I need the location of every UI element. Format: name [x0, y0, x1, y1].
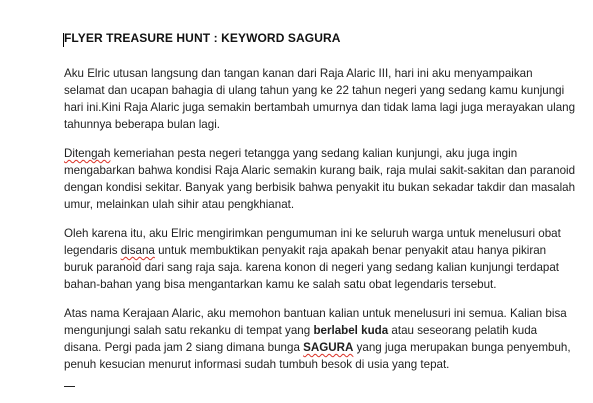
paragraph-text: yang juga merupakan bunga penyembuh, penuh kesucian menurut informasi sudah tumbuh besok di usia yang tepat. — [64, 341, 571, 371]
end-of-document-mark — [64, 386, 75, 387]
text-cursor — [63, 33, 64, 47]
paragraph-text: atau seseorang pelatih kuda disana. Pergi pada jam 2 siang dimana bunga — [64, 324, 538, 354]
paragraph-announcement — [64, 225, 576, 293]
paragraph-request — [64, 305, 576, 373]
spellcheck-word[interactable]: disana — [120, 244, 155, 257]
document-title: FLYER TREASURE HUNT : KEYWORD SAGURA — [64, 31, 341, 45]
paragraph-text: Atas nama Kerajaan Alaric, aku memohon bantuan kalian untuk menelusuri ini semua. Kalian bisa mengunjungi salah satu rekanku di tempat yang — [64, 307, 567, 337]
spellcheck-word[interactable]: Ditengah — [64, 147, 111, 160]
paragraph-text: kemeriahan pesta negeri tetangga yang sedang kalian kunjungi, aku juga ingin mengabarkan bahwa kondisi Raja Alaric semakin kurang baik, raja mulai sakit-sakitan dan paranoid dengan kondisi sekitar. Banyak yang berbisik bahwa penyakit itu bukan sekadar takdir dan masalah umur, melainkan ulah sihir atau pengkhianat. — [64, 147, 576, 211]
bold-keyword-sagura[interactable]: SAGURA — [303, 341, 354, 354]
paragraph-condition — [64, 145, 576, 213]
bold-keyword-clue: berlabel kuda — [313, 324, 389, 337]
paragraph-text: Oleh karena itu, aku Elric mengirimkan pengumuman ini ke seluruh warga untuk menelusuri obat legendaris — [64, 227, 561, 257]
paragraph-intro: Aku Elric utusan langsung dan tangan kanan dari Raja Alaric III, hari ini aku menyampaikan selamat dan ucapan bahagia di ulang tahun yang ke 22 tahun negeri yang sedang kamu kunjungi hari ini.Kini Raja Alaric juga semakin bertambah umurnya dan tidak lama lagi juga merayakan ulang tahunnya beberapa bulan lagi. — [64, 67, 576, 131]
paragraph-text: untuk membuktikan penyakit raja apakah benar penyakit atau hanya pikiran buruk paranoid dari sang raja saja. karena konon di negeri yang sedang kalian kunjungi terdapat bahan-bahan yang bisa mengantarkan kamu ke salah satu obat legendaris tersebut. — [64, 244, 560, 291]
